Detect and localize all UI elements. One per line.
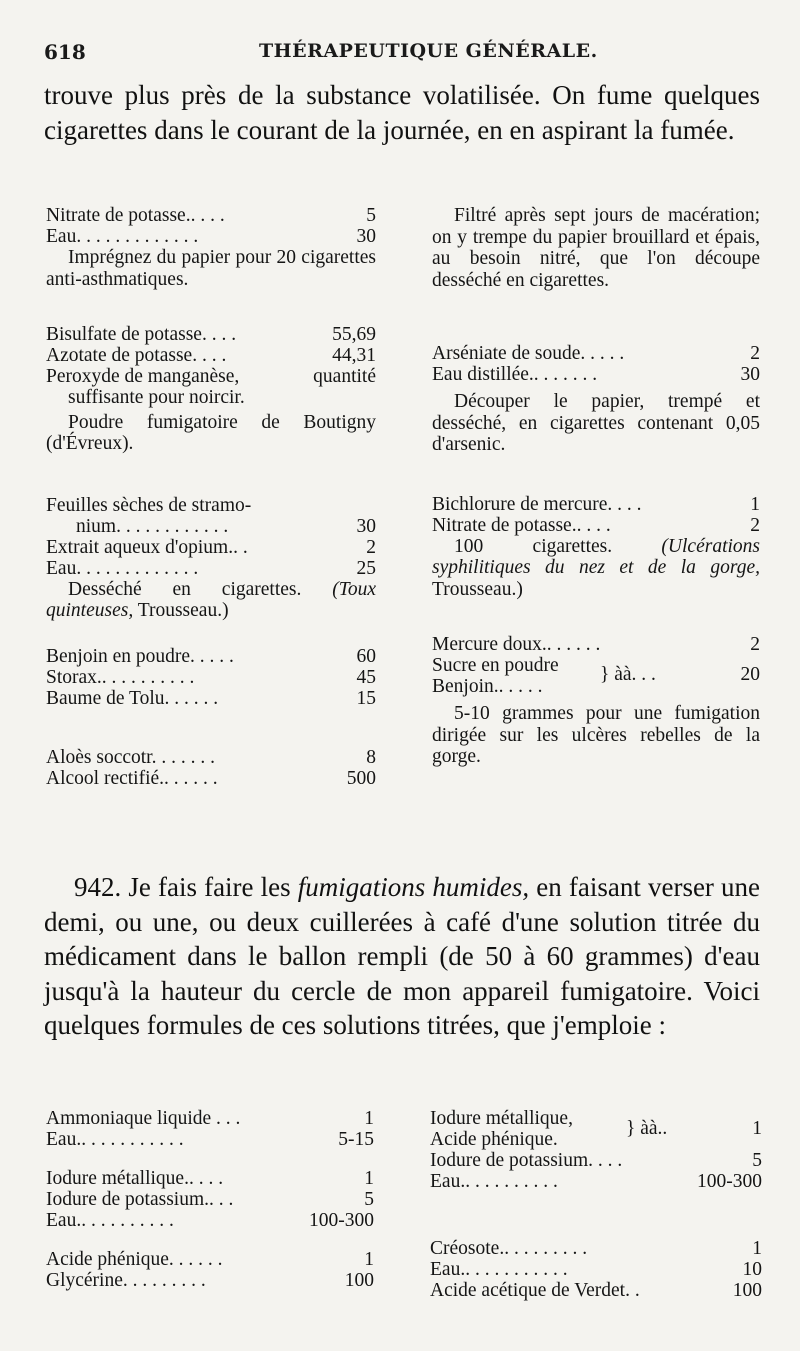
formula-row: Acide phénique. bbox=[430, 1129, 558, 1150]
formula-row: Nitrate de potasse.. . . . 2 bbox=[432, 514, 760, 536]
brace-value: 1 bbox=[752, 1118, 762, 1139]
formula-note: Découper le papier, trempé et desséché, en cigarettes contenant 0,05 d'arsenic. bbox=[432, 391, 760, 455]
paragraph-number: 942. bbox=[74, 872, 122, 902]
formula-row: Eau.. . . . . . . . . . 100-300 bbox=[46, 1210, 374, 1231]
formula-aloes bbox=[46, 747, 376, 789]
formula-row: nium. . . . . . . . . . . . 30 bbox=[76, 515, 376, 537]
formula-row: Sucre en poudre bbox=[432, 655, 559, 676]
formula-iodure bbox=[46, 1168, 374, 1231]
brace-label: } àà. . . bbox=[600, 664, 656, 685]
formula-row: Ammoniaque liquide . . . 1 bbox=[46, 1108, 374, 1129]
formula-row: Iodure métallique, bbox=[430, 1108, 573, 1129]
formula-note: suffisante pour noircir. bbox=[68, 387, 245, 408]
formula-row: Iodure métallique.. . . . 1 bbox=[46, 1168, 374, 1189]
formula-row: Eau.. . . . . . . . . . . 10 bbox=[430, 1259, 762, 1280]
formula-nitrate bbox=[46, 205, 376, 290]
formula-row: Arséniate de soude. . . . . 2 bbox=[432, 343, 760, 364]
formula-note: 5-10 grammes pour une fumigation dirigée sur les ulcères rebelles de la gorge. bbox=[432, 703, 760, 767]
formula-row: Eau.. . . . . . . . . . 100-300 bbox=[430, 1171, 762, 1192]
formula-row: Storax.. . . . . . . . . . 45 bbox=[46, 666, 376, 688]
running-title: THÉRAPEUTIQUE GÉNÉRALE. bbox=[259, 40, 598, 62]
formula-row: Créosote.. . . . . . . . . 1 bbox=[430, 1238, 762, 1259]
formula-creosote bbox=[430, 1238, 762, 1301]
formula-iodure-phenique bbox=[430, 1108, 762, 1192]
page-number: 618 bbox=[44, 40, 86, 64]
formula-note: Desséché en cigarettes. (Toux quinteuses, Trousseau.) bbox=[46, 578, 376, 621]
formula-bichlorure bbox=[432, 494, 760, 601]
formula-row: Extrait aqueux d'opium.. . 2 bbox=[46, 536, 376, 558]
formula-row: Iodure de potassium.. . . 5 bbox=[46, 1189, 374, 1210]
formula-row: Acide phénique. . . . . . 1 bbox=[46, 1249, 374, 1270]
formula-row: Eau distillée.. . . . . . . 30 bbox=[432, 364, 760, 385]
formula-row: Eau. . . . . . . . . . . . . 25 bbox=[46, 557, 376, 579]
formula-row: Bichlorure de mercure. . . . 1 bbox=[432, 493, 760, 515]
formula-note: Filtré après sept jours de macération; on y trempe du papier brouillard et épais, au besoin nitré, que l'on découpe desséché en cigarettes. bbox=[432, 205, 760, 291]
formula-row: Aloès soccotr. . . . . . . 8 bbox=[46, 746, 376, 768]
formula-bisulfate bbox=[46, 324, 376, 455]
formula-ammoniaque bbox=[46, 1108, 374, 1150]
formula-row: Baume de Tolu. . . . . . 15 bbox=[46, 687, 376, 709]
formula-row: Acide acétique de Verdet. . 100 bbox=[430, 1280, 762, 1301]
formula-row: Eau. . . . . . . . . . . . . 30 bbox=[46, 226, 376, 247]
formula-stramonium bbox=[46, 495, 376, 622]
brace-value: 20 bbox=[740, 664, 760, 685]
formula-row: Eau.. . . . . . . . . . . 5-15 bbox=[46, 1129, 374, 1150]
formula-row: Azotate de potasse. . . . 44,31 bbox=[46, 345, 376, 366]
paragraph-942: 942. Je fais faire les fumigations humides, en faisant verser une demi, ou une, ou deux cuillerées à café d'une solution titrée du médicament dans le ballon rempli (de 50 à 60 grammes) d'eau jusqu'à la hauteur du cercle de mon appareil fumigatoire. Voici quelques formules de ces solutions titrées, que j'emploie : bbox=[44, 872, 761, 1040]
formula-note: Imprégnez du papier pour 20 cigarettes anti-asthmatiques. bbox=[46, 247, 376, 290]
formula-arseniate bbox=[432, 343, 760, 456]
formula-row: Nitrate de potasse.. . . . 5 bbox=[46, 205, 376, 226]
formula-row: Benjoin en poudre. . . . . 60 bbox=[46, 645, 376, 667]
formula-row: Bisulfate de potasse. . . . 55,69 bbox=[46, 324, 376, 345]
formula-mercure bbox=[432, 634, 760, 768]
formula-note: 100 cigarettes. (Ulcérations syphilitiques du nez et de la gorge, Trousseau.) bbox=[432, 535, 760, 600]
formulas-right-column bbox=[432, 205, 760, 768]
formula-row: Peroxyde de manganèse, quantité bbox=[46, 366, 376, 387]
formula-row: Glycérine. . . . . . . . . 100 bbox=[46, 1270, 374, 1291]
formulas-left-column bbox=[46, 205, 376, 789]
formula-phenique-glycerine bbox=[46, 1249, 374, 1291]
formula-benjoin bbox=[46, 646, 376, 709]
formula-row: Feuilles sèches de stramo- bbox=[46, 494, 252, 516]
solutions-right-column bbox=[430, 1108, 762, 1301]
brace-label: } àà.. bbox=[626, 1118, 668, 1139]
formula-note: Poudre fumigatoire de Boutigny (d'Évreux). bbox=[46, 411, 376, 454]
formula-row: Benjoin.. . . . . bbox=[432, 676, 543, 697]
formula-row: Iodure de potassium. . . . 5 bbox=[430, 1150, 762, 1171]
solutions-left-column bbox=[46, 1108, 374, 1291]
formula-row: Alcool rectifié.. . . . . . 500 bbox=[46, 767, 376, 789]
formula-row: Mercure doux.. . . . . . 2 bbox=[432, 634, 760, 655]
page-header bbox=[44, 40, 760, 70]
intro-text: trouve plus près de la substance volatilisée. On fume quelques cigarettes dans le courant de la journée, en en aspirant la fumée. bbox=[44, 80, 760, 145]
